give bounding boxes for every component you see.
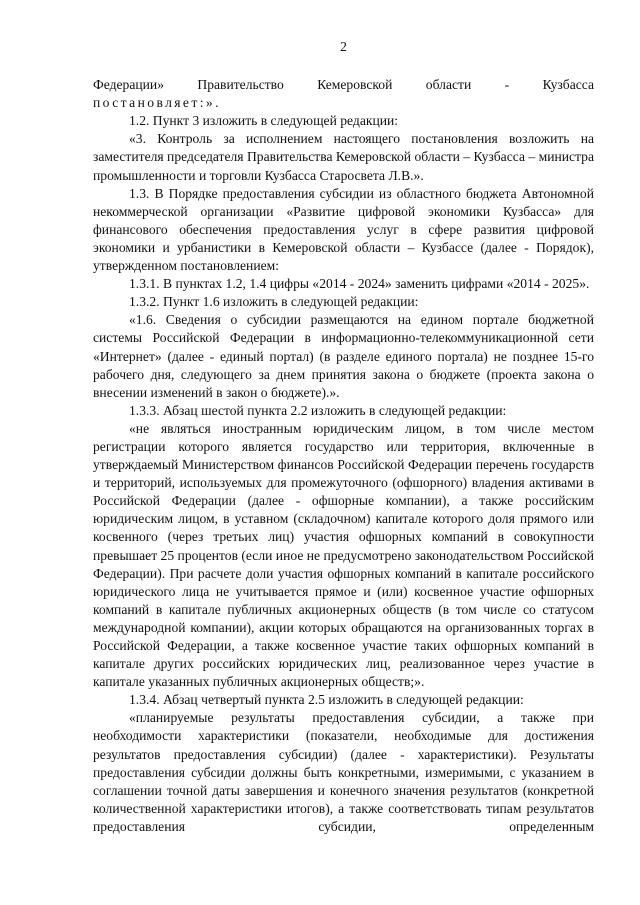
paragraph-results-quote: «планируемые результаты предоставления субсидии, а также при необходимости характеристики (показатели, необходимые для достижения результатов предоставления субсидии) (далее - характеристики). Результаты предоставления субсидии должны быть конкретными, измеримыми, с указанием в соглашении точной даты завершения и конечного значения результатов (конкретной количественной характеристики итогов), а также соответствовать типам результатов предоставления субсидии, определенным (93, 710, 594, 834)
paragraph-offshore-quote: «не являться иностранным юридическим лицом, в том числе местом регистрации которого является государство или территория, включенные в утверждаемый Министерством финансов Российской Федерации перечень государств и территорий, используемых для промежуточного (офшорного) владения активами в Российской Федерации (далее - офшорные компании), а также российским юридическим лицом, в уставном (складочном) капитале которого доля прямого или косвенного (через третьих лиц) участия офшорных компаний в совокупности превышает 25 процентов (если иное не предусмотрено законодательством Российской Федерации). При расчете доли участия офшорных компаний в капитале российского юридического лица не учитывается прямое и (или) косвенное участие офшорных компаний в капитале публичных акционерных обществ (в том числе со статусом международной компании), акции которых обращаются на организованных торгах в Российской Федерации, а также косвенное участие таких офшорных компаний в капитале других российских юридических лиц, реализованное через участие в капитале указанных публичных акционерных обществ;». (93, 420, 594, 690)
paragraph-resolves: постановляет:». (93, 95, 221, 111)
page-number: 2 (340, 39, 347, 54)
paragraph-1-3-4: 1.3.4. Абзац четвертый пункта 2.5 изложить в следующей редакции: (129, 692, 524, 708)
paragraph-item-3-quote: «3. Контроль за исполнением настоящего постановления возложить на заместителя председателя Правительства Кемеровской области – Кузбасса – министра промышленности и торговли Кузбасса Старосвета Л.В.». (93, 131, 594, 183)
paragraph-1-3-1: 1.3.1. В пунктах 1.2, 1.4 цифры «2014 - 2024» заменить цифрами «2014 - 2025». (129, 276, 590, 292)
paragraph-1-2: 1.2. Пункт 3 изложить в следующей редакции: (129, 113, 399, 129)
paragraph-1-3-3: 1.3.3. Абзац шестой пункта 2.2 изложить в следующей редакции: (129, 402, 507, 418)
paragraph-federation-heading: Федерации» Правительство Кемеровской области - Кузбасса (93, 77, 594, 93)
paragraph-1-3-2: 1.3.2. Пункт 1.6 изложить в следующей редакции: (129, 294, 419, 310)
paragraph-item-1-6-quote: «1.6. Сведения о субсидии размещаются на едином портале бюджетной системы Российской Федерации в информационно-телекоммуникационной сети «Интернет» (далее - единый портал) (в разделе единого портала) не позднее 15-го рабочего дня, следующего за днем принятия закона о бюджете (проекта закона о внесении изменений в закон о бюджете).». (93, 312, 594, 400)
paragraph-1-3: 1.3. В Порядке предоставления субсидии из областного бюджета Автономной некоммерческой организации «Развитие цифровой экономики Кузбасса» для финансового обеспечения предоставления услуг в сфере развития цифровой экономики и урбанистики в Кемеровской области – Кузбассе (далее - Порядок), утвержденном постановлением: (93, 185, 594, 274)
